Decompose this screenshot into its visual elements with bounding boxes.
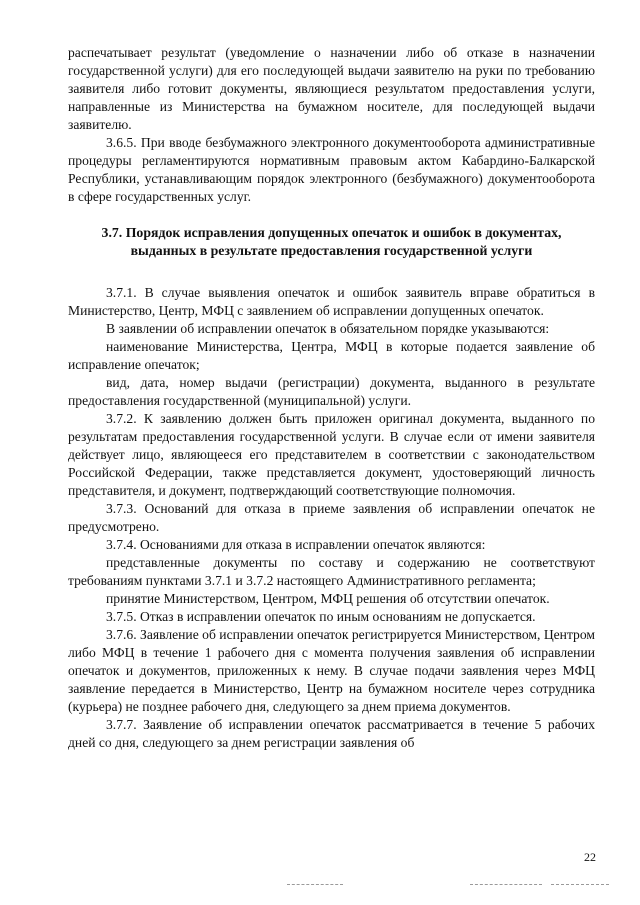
paragraph-required-fields-intro: В заявлении об исправлении опечаток в обязательном порядке указываются: — [106, 321, 550, 336]
footer-divider — [551, 884, 609, 885]
section-heading-3-7: 3.7. Порядок исправления допущенных опечаток и ошибок в документах, выданных в результате предоставления государственной услуги — [101, 225, 562, 258]
footer-divider — [470, 884, 542, 885]
page-body — [68, 44, 595, 752]
paragraph-3-7-3: 3.7.3. Оснований для отказа в приеме заявления об исправлении опечаток не предусмотрено. — [68, 501, 595, 534]
paragraph-field-name: наименование Министерства, Центра, МФЦ в которые подается заявление об исправление опечаток; — [68, 339, 595, 372]
paragraph-3-7-5: 3.7.5. Отказ в исправлении опечаток по иным основаниям не допускается. — [106, 609, 536, 624]
paragraph-field-document: вид, дата, номер выдачи (регистрации) документа, выданного в результате предоставления государственной (муниципальной) услуги. — [68, 375, 595, 408]
paragraph-3-7-1: 3.7.1. В случае выявления опечаток и ошибок заявитель вправе обратиться в Министерство, Центр, МФЦ с заявлением об исправлении допущенных опечаток. — [68, 285, 595, 318]
paragraph-continuation: распечатывает результат (уведомление о назначении либо об отказе в назначении государственной услуги) для его последующей выдачи заявителю на руки по требованию заявителя либо готовит документы, являющиеся результатом предоставления услуги, направленные из Министерства на бумажном носителе, для последующей выдачи заявителю. — [68, 45, 595, 132]
footer-divider — [287, 884, 343, 885]
paragraph-refusal-ground-1: представленные документы по составу и содержанию не соответствуют требованиям пунктами 3.7.1 и 3.7.2 настоящего Административного регламента; — [68, 555, 595, 588]
paragraph-3-7-7: 3.7.7. Заявление об исправлении опечаток рассматривается в течение 5 рабочих дней со дня, следующего за днем регистрации заявления об — [68, 717, 595, 750]
paragraph-3-7-6: 3.7.6. Заявление об исправлении опечаток регистрируется Министерством, Центром либо МФЦ в течение 1 рабочего дня с момента получения заявления об исправлении опечаток и документов, приложенных к нему. В случае подачи заявления через МФЦ заявление передается в Министерство, Центр на бумажном носителе через сотрудника (курьера) не позднее рабочего дня, следующего за днем приема документов. — [68, 627, 595, 714]
paragraph-3-6-5: 3.6.5. При вводе безбумажного электронного документооборота административные процедуры регламентируются нормативным правовым актом Кабардино-Балкарской Республики, устанавливающим порядок электронного (безбумажного) документооборота в сфере государственных услуг. — [68, 135, 595, 204]
paragraph-3-7-4: 3.7.4. Основаниями для отказа в исправлении опечаток являются: — [106, 537, 486, 552]
paragraph-3-7-2: 3.7.2. К заявлению должен быть приложен оригинал документа, выданного по результатам предоставления государственной услуги. В случае если от имени заявителя действует лицо, являющееся его представителем в соответствии с законодательством Российской Федерации, также представляется документ, удостоверяющий личность представителя, и документ, подтверждающий соответствующие полномочия. — [68, 411, 595, 498]
paragraph-refusal-ground-2: принятие Министерством, Центром, МФЦ решения об отсутствии опечаток. — [106, 591, 550, 606]
page-number: 22 — [584, 850, 596, 864]
